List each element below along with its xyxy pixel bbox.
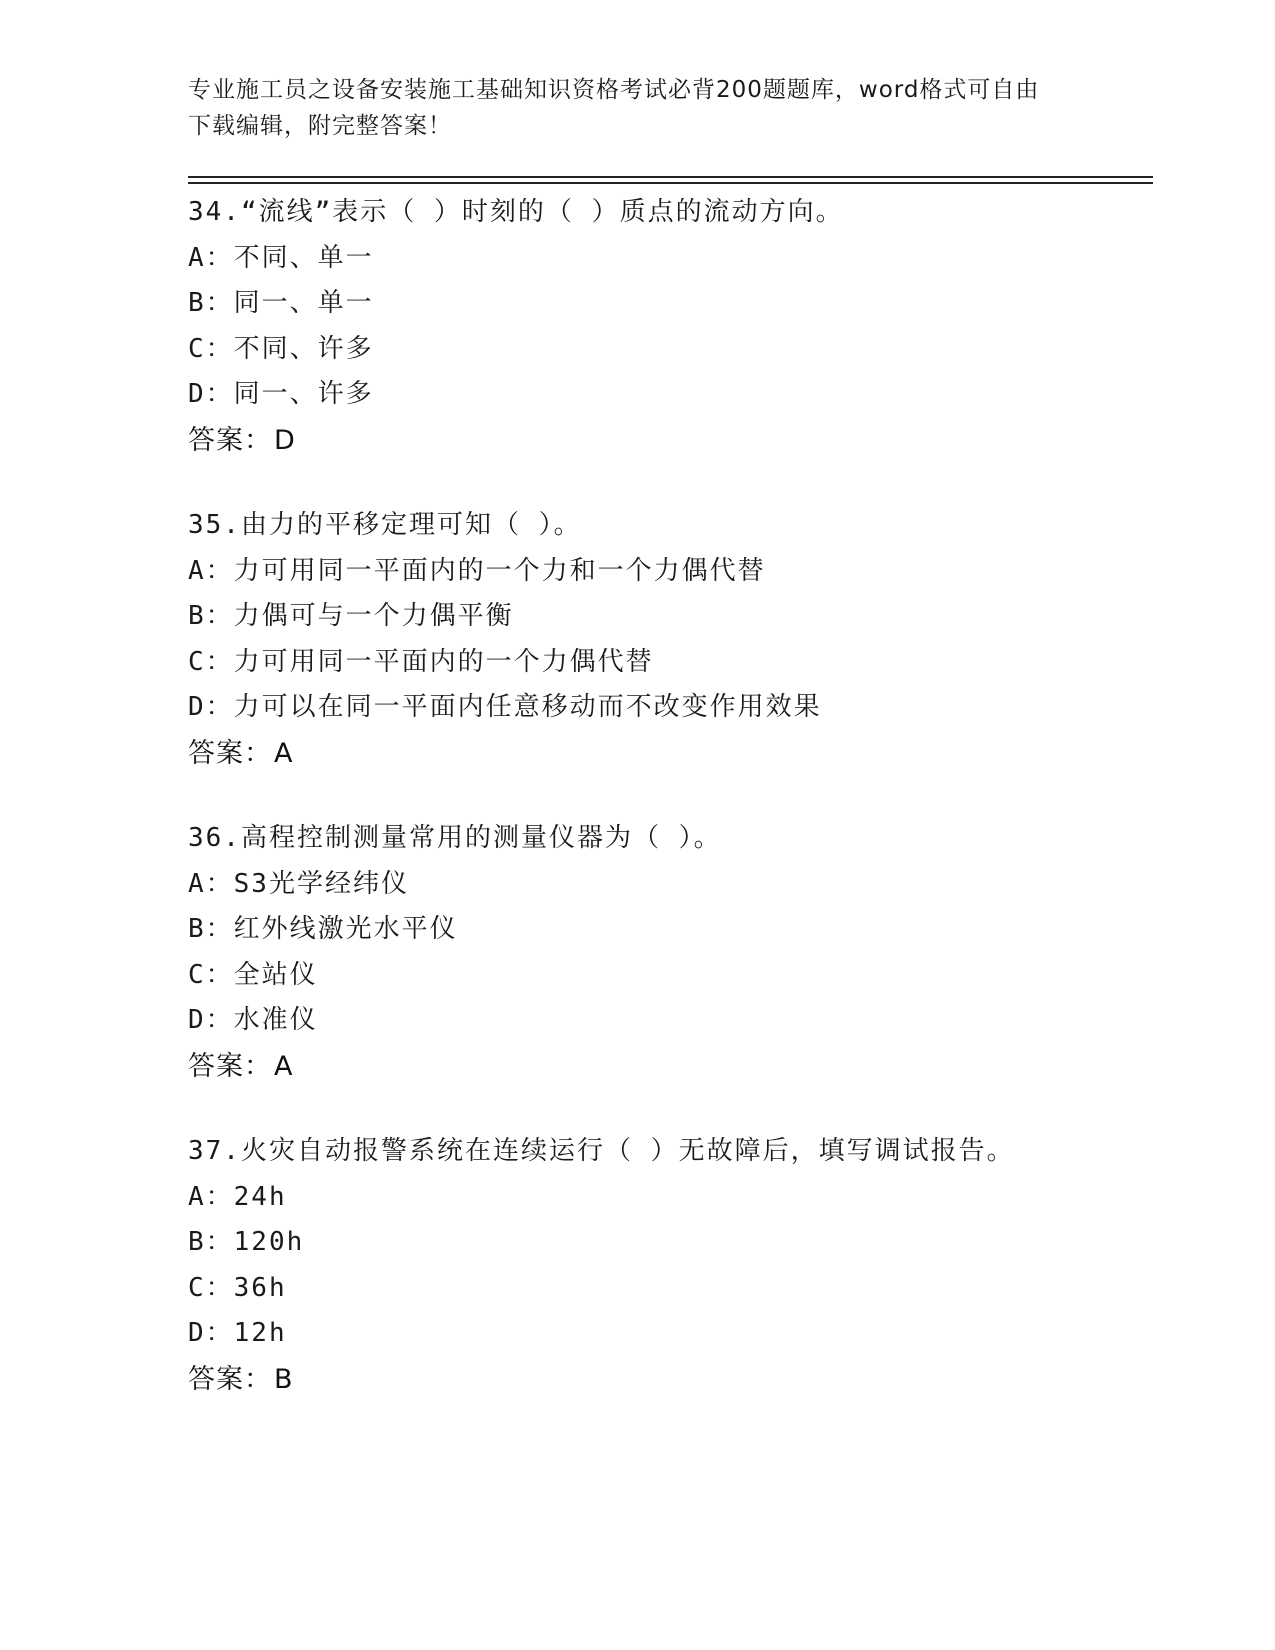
answer-line (188, 731, 1148, 777)
option-c: C：不同、许多 (188, 333, 374, 364)
option-a: A：S3光学经纬仪 (188, 868, 409, 899)
option-b: B：120h (188, 1227, 305, 1257)
header-line-2: 下载编辑，附完整答案！ (188, 113, 452, 139)
question-list (188, 190, 1148, 1442)
option-a: A：力可用同一平面内的一个力和一个力偶代替 (188, 555, 766, 586)
option-c: C：力可用同一平面内的一个力偶代替 (188, 646, 654, 677)
answer-value: A (274, 737, 294, 769)
header-divider-bottom (188, 182, 1153, 184)
option-b: B：力偶可与一个力偶平衡 (188, 601, 514, 631)
option-a: A：不同、单一 (188, 242, 374, 273)
answer-value: A (274, 1050, 294, 1082)
question-34 (188, 190, 1148, 463)
answer-label: 答案： (188, 737, 272, 769)
question-35 (188, 503, 1148, 776)
answer-value: D (274, 424, 296, 456)
answer-label: 答案： (188, 424, 272, 456)
option-c: C：全站仪 (188, 959, 318, 990)
option-b: B：红外线激光水平仪 (188, 914, 458, 944)
option-d: D：力可以在同一平面内任意移动而不改变作用效果 (188, 692, 822, 722)
question-stem: 35.由力的平移定理可知（ ）。 (188, 510, 582, 540)
answer-line (188, 1357, 1148, 1403)
question-37 (188, 1129, 1148, 1402)
answer-line (188, 1044, 1148, 1090)
option-a: A：24h (188, 1181, 287, 1212)
option-c: C：36h (188, 1272, 287, 1303)
question-stem: 34.“流线”表示（ ）时刻的（ ）质点的流动方向。 (188, 197, 844, 227)
document-header (188, 72, 1068, 144)
header-line-1: 专业施工员之设备安装施工基础知识资格考试必背200题题库，word格式可自由 (188, 77, 1040, 103)
option-d: D：水准仪 (188, 1005, 318, 1035)
answer-label: 答案： (188, 1363, 272, 1395)
answer-line (188, 418, 1148, 464)
answer-value: B (274, 1363, 294, 1395)
question-36 (188, 816, 1148, 1089)
answer-label: 答案： (188, 1050, 272, 1082)
option-d: D：12h (188, 1318, 287, 1348)
header-divider-top (188, 176, 1153, 178)
option-d: D：同一、许多 (188, 379, 374, 409)
question-stem: 36.高程控制测量常用的测量仪器为（ ）。 (188, 823, 722, 853)
option-b: B：同一、单一 (188, 288, 374, 318)
question-stem: 37.火灾自动报警系统在连续运行（ ）无故障后，填写调试报告。 (188, 1136, 1015, 1166)
